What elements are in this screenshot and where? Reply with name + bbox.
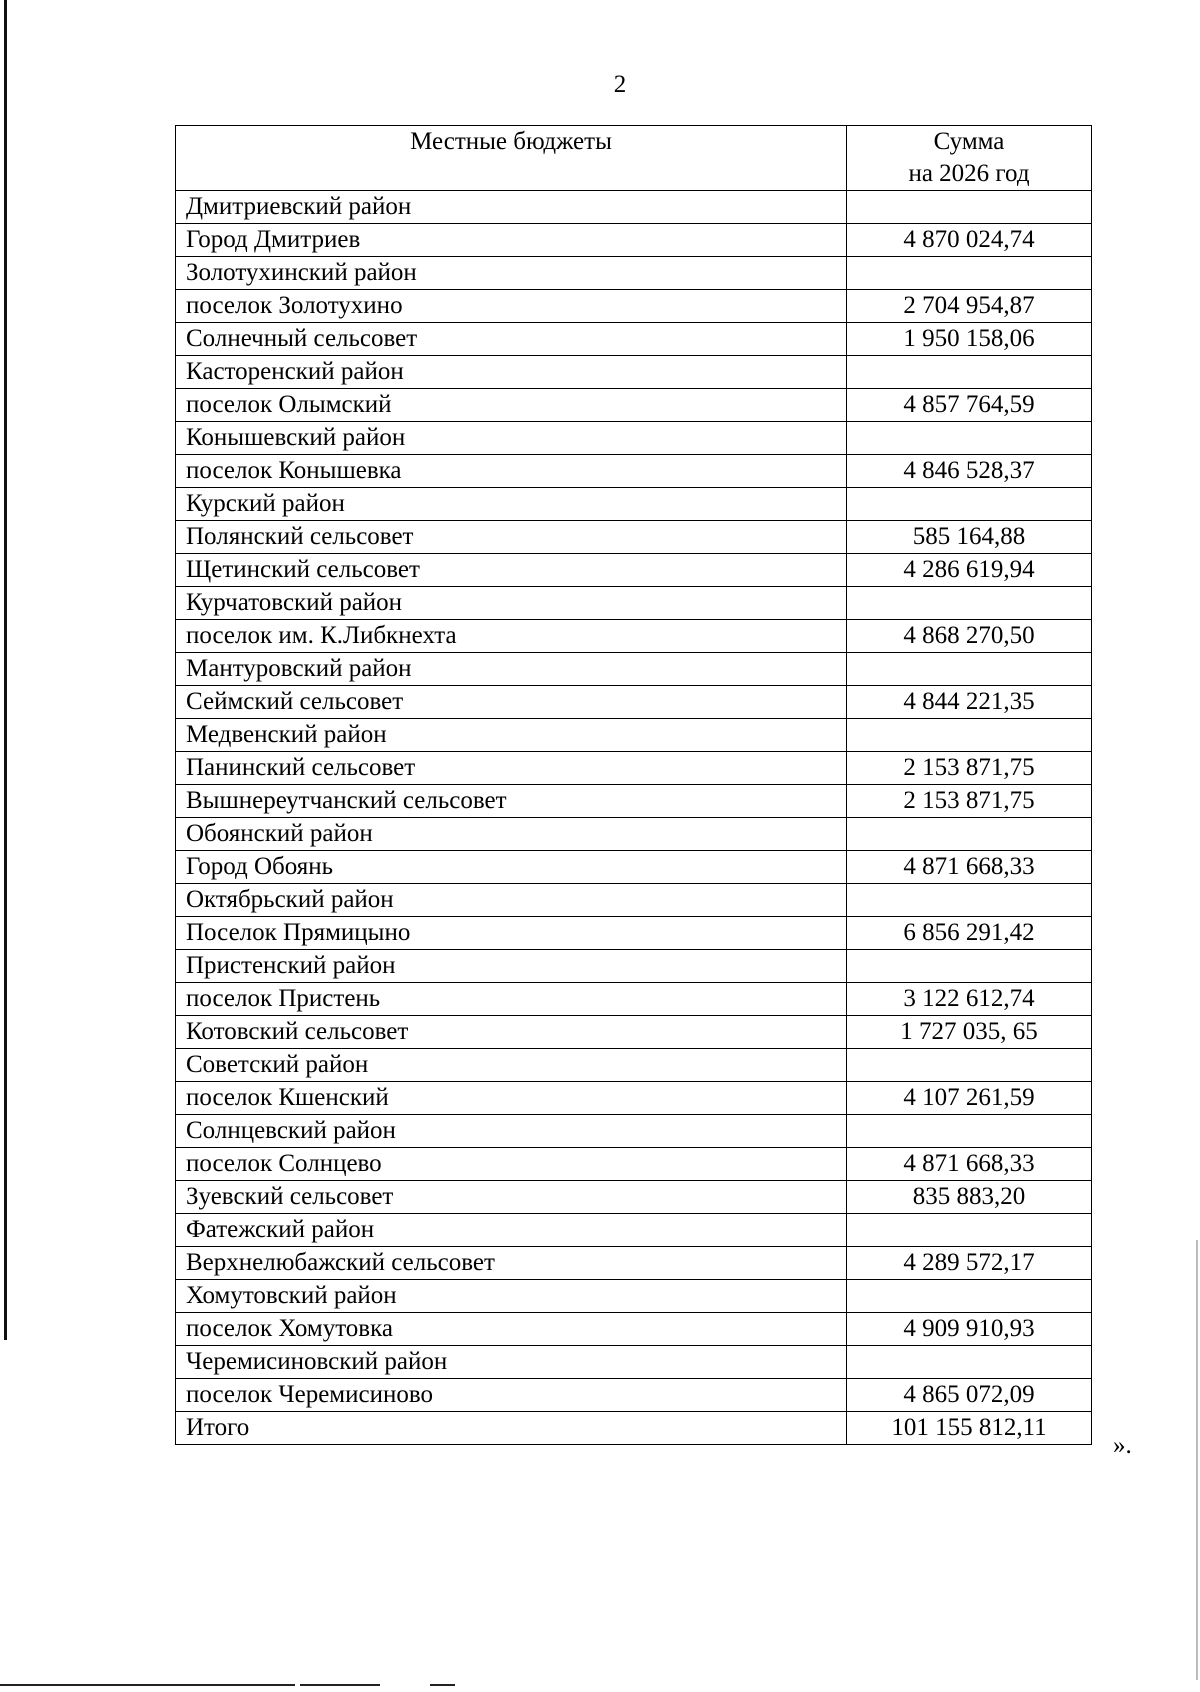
- row-name: Хомутовский район: [176, 1280, 847, 1313]
- row-sum: [847, 422, 1092, 455]
- row-sum: 2 153 871,75: [847, 785, 1092, 818]
- row-sum: [847, 719, 1092, 752]
- row-sum: [847, 1115, 1092, 1148]
- row-name: Зуевский сельсовет: [176, 1181, 847, 1214]
- table-row: [176, 323, 1092, 356]
- table-row: [176, 686, 1092, 719]
- row-name: Щетинский сельсовет: [176, 554, 847, 587]
- row-sum: 6 856 291,42: [847, 917, 1092, 950]
- row-sum: [847, 818, 1092, 851]
- row-sum: 4 865 072,09: [847, 1379, 1092, 1412]
- row-name: поселок Пристень: [176, 983, 847, 1016]
- row-sum: [847, 653, 1092, 686]
- row-sum: [847, 257, 1092, 290]
- row-sum: 4 871 668,33: [847, 1148, 1092, 1181]
- table-row: [176, 422, 1092, 455]
- row-name: Курский район: [176, 488, 847, 521]
- row-name: Вышнереутчанский сельсовет: [176, 785, 847, 818]
- row-sum: 4 870 024,74: [847, 224, 1092, 257]
- row-sum: 4 868 270,50: [847, 620, 1092, 653]
- table-row: [176, 653, 1092, 686]
- row-sum: 2 704 954,87: [847, 290, 1092, 323]
- table-row: [176, 1346, 1092, 1379]
- row-sum: 4 909 910,93: [847, 1313, 1092, 1346]
- table-row: [176, 1280, 1092, 1313]
- table-row: [176, 1148, 1092, 1181]
- row-sum: [847, 356, 1092, 389]
- row-name: поселок Золотухино: [176, 290, 847, 323]
- row-sum: 1 727 035, 65: [847, 1016, 1092, 1049]
- row-sum: [847, 587, 1092, 620]
- header-sum-line1: Сумма: [933, 128, 1005, 155]
- row-sum: 4 107 261,59: [847, 1082, 1092, 1115]
- row-name: поселок Солнцево: [176, 1148, 847, 1181]
- table-total-row: [176, 1412, 1092, 1445]
- row-name: Советский район: [176, 1049, 847, 1082]
- table-row: [176, 1214, 1092, 1247]
- row-sum: 4 844 221,35: [847, 686, 1092, 719]
- row-name: Поселок Прямицыно: [176, 917, 847, 950]
- row-sum: [847, 950, 1092, 983]
- table-row: [176, 884, 1092, 917]
- row-sum: [847, 1049, 1092, 1082]
- total-label: Итого: [176, 1412, 847, 1445]
- row-name: Панинский сельсовет: [176, 752, 847, 785]
- row-sum: [847, 1280, 1092, 1313]
- table-header-row: [176, 126, 1092, 191]
- row-name: Котовский сельсовет: [176, 1016, 847, 1049]
- row-sum: [847, 191, 1092, 224]
- row-name: поселок им. К.Либкнехта: [176, 620, 847, 653]
- table-row: [176, 983, 1092, 1016]
- table-row: [176, 950, 1092, 983]
- row-name: поселок Хомутовка: [176, 1313, 847, 1346]
- table-row: [176, 818, 1092, 851]
- table-row: [176, 224, 1092, 257]
- row-name: Курчатовский район: [176, 587, 847, 620]
- table-row: [176, 290, 1092, 323]
- table-row: [176, 1379, 1092, 1412]
- row-sum: 4 289 572,17: [847, 1247, 1092, 1280]
- row-name: Конышевский район: [176, 422, 847, 455]
- table-row: [176, 191, 1092, 224]
- table-row: [176, 257, 1092, 290]
- row-name: Фатежский район: [176, 1214, 847, 1247]
- row-sum: [847, 884, 1092, 917]
- row-name: Дмитриевский район: [176, 191, 847, 224]
- scan-right-edge: [1196, 1240, 1198, 1680]
- row-name: Медвенский район: [176, 719, 847, 752]
- row-name: Мантуровский район: [176, 653, 847, 686]
- row-sum: 4 857 764,59: [847, 389, 1092, 422]
- table-row: [176, 488, 1092, 521]
- row-sum: 835 883,20: [847, 1181, 1092, 1214]
- table-row: [176, 521, 1092, 554]
- header-sum: [847, 126, 1092, 191]
- table-row: [176, 1049, 1092, 1082]
- row-sum: 4 846 528,37: [847, 455, 1092, 488]
- total-sum: 101 155 812,11: [847, 1412, 1092, 1445]
- table-row: [176, 1313, 1092, 1346]
- row-sum: [847, 1346, 1092, 1379]
- row-name: Черемисиновский район: [176, 1346, 847, 1379]
- scan-left-edge: [4, 0, 7, 1340]
- row-name: поселок Черемисиново: [176, 1379, 847, 1412]
- row-name: Касторенский район: [176, 356, 847, 389]
- table-body: [176, 191, 1092, 1445]
- table-row: [176, 389, 1092, 422]
- row-sum: [847, 1214, 1092, 1247]
- table-row: [176, 1016, 1092, 1049]
- table-row: [176, 752, 1092, 785]
- table-row: [176, 1115, 1092, 1148]
- row-sum: 585 164,88: [847, 521, 1092, 554]
- table-row: [176, 1247, 1092, 1280]
- table-row: [176, 620, 1092, 653]
- row-sum: [847, 488, 1092, 521]
- row-name: Пристенский район: [176, 950, 847, 983]
- table-row: [176, 587, 1092, 620]
- table-row: [176, 1082, 1092, 1115]
- table-row: [176, 554, 1092, 587]
- scan-bottom-edge: [0, 1684, 295, 1686]
- row-sum: 4 871 668,33: [847, 851, 1092, 884]
- table-row: [176, 455, 1092, 488]
- row-name: Верхнелюбажский сельсовет: [176, 1247, 847, 1280]
- scan-bottom-edge: [430, 1684, 455, 1686]
- table-row: [176, 719, 1092, 752]
- page-number: 2: [613, 71, 627, 98]
- budget-table: [175, 125, 1092, 1445]
- row-name: поселок Конышевка: [176, 455, 847, 488]
- row-name: Золотухинский район: [176, 257, 847, 290]
- header-local-budgets: Местные бюджеты: [176, 126, 847, 191]
- table-row: [176, 851, 1092, 884]
- table-row: [176, 785, 1092, 818]
- row-name: Солнцевский район: [176, 1115, 847, 1148]
- row-sum: 1 950 158,06: [847, 323, 1092, 356]
- row-sum: 2 153 871,75: [847, 752, 1092, 785]
- row-name: Город Дмитриев: [176, 224, 847, 257]
- row-name: Октябрьский район: [176, 884, 847, 917]
- header-sum-line2: на 2026 год: [908, 160, 1030, 187]
- table-row: [176, 917, 1092, 950]
- table-row: [176, 1181, 1092, 1214]
- row-name: поселок Олымский: [176, 389, 847, 422]
- row-name: Полянский сельсовет: [176, 521, 847, 554]
- scan-bottom-edge: [300, 1684, 380, 1686]
- row-name: Сеймский сельсовет: [176, 686, 847, 719]
- row-sum: 3 122 612,74: [847, 983, 1092, 1016]
- row-name: Город Обоянь: [176, 851, 847, 884]
- row-sum: 4 286 619,94: [847, 554, 1092, 587]
- row-name: Солнечный сельсовет: [176, 323, 847, 356]
- row-name: поселок Кшенский: [176, 1082, 847, 1115]
- row-name: Обоянский район: [176, 818, 847, 851]
- closing-quote: ».: [1113, 1432, 1132, 1459]
- table-row: [176, 356, 1092, 389]
